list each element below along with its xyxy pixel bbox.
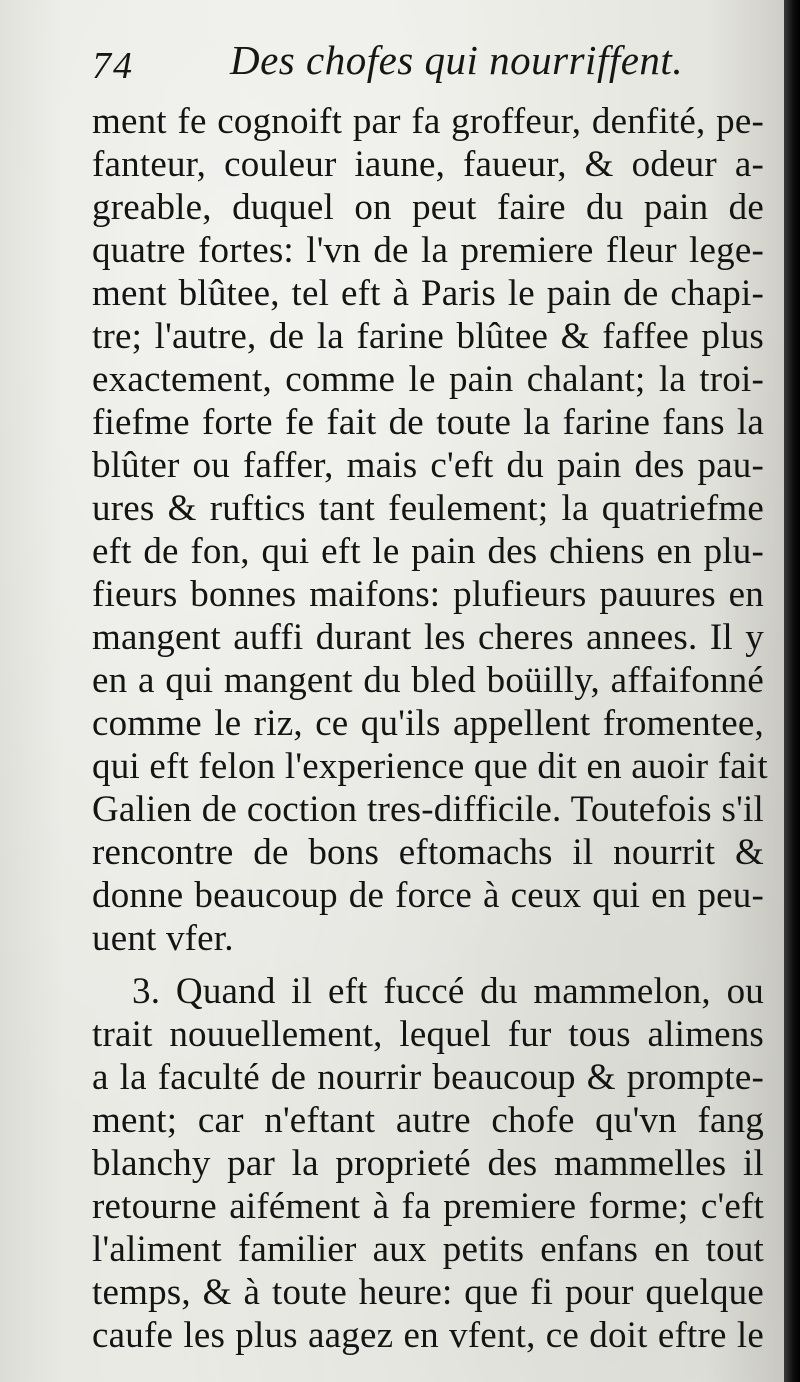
paragraph-gap [92,960,764,970]
paragraph-2 [92,970,764,1357]
text-line: eft de fon, qui eft le pain des chiens en plu- [92,531,764,572]
text-line: quatre fortes: l'vn de la premiere fleur lege- [92,230,764,271]
text-line: blûter ou faffer, mais c'eft du pain des pau- [92,445,764,486]
text-line: fieurs bonnes maifons: plufieurs pauures en [92,574,764,615]
text-line: mangent auffi durant les cheres annees. Il y [92,617,764,658]
text-line: ment fe cognoift par fa groffeur, denfité, pe- [92,101,764,142]
running-title: Des chofes qui nourriffent. [230,37,684,83]
text-line: ment; car n'eftant autre chofe qu'vn fang [92,1100,764,1141]
text-line: en a qui mangent du bled boüilly, affaifonné [92,660,764,701]
page-edge-shadow [784,0,800,1382]
page-number: 74 [92,45,134,87]
text-line: 3. Quand il eft fuccé du mammelon, ou [132,971,764,1012]
body-text [92,100,768,1357]
text-line: ment blûtee, tel eft à Paris le pain de chapi- [92,273,764,314]
text-line: qui eft felon l'experience que dit en auoir fait [92,746,768,787]
text-line: temps, & à toute heure: que fi pour quelque [92,1272,764,1313]
text-line: exactement, comme le pain chalant; la troi- [92,359,764,400]
paragraph-1 [92,100,768,960]
page-header [92,34,692,94]
text-line: comme le riz, ce qu'ils appellent fromentee, [92,703,764,744]
text-line: retourne aifément à fa premiere forme; c'eft [92,1186,764,1227]
text-line: uent vfer. [92,918,234,959]
text-line: fiefme forte fe fait de toute la farine fans la [92,402,764,443]
text-line: greable, duquel on peut faire du pain de [92,187,764,228]
text-line: caufe les plus aagez en vfent, ce doit eftre le [92,1315,764,1356]
text-line: blanchy par la proprieté des mammelles il [92,1143,764,1184]
text-line: trait nouuellement, lequel fur tous alimens [92,1014,764,1055]
text-line: ures & ruftics tant feulement; la quatriefme [92,488,764,529]
text-line: tre; l'autre, de la farine blûtee & faffee plus [92,316,764,357]
text-line: rencontre de bons eftomachs il nourrit & [92,832,764,873]
text-line: a la faculté de nourrir beaucoup & prompte- [92,1057,764,1098]
text-line: donne beaucoup de force à ceux qui en peu- [92,875,764,916]
text-line: Galien de coction tres-difficile. Toutefois s'il [92,789,764,830]
text-line: fanteur, couleur iaune, faueur, & odeur a- [92,144,764,185]
text-line: l'aliment familier aux petits enfans en tout [92,1229,764,1270]
